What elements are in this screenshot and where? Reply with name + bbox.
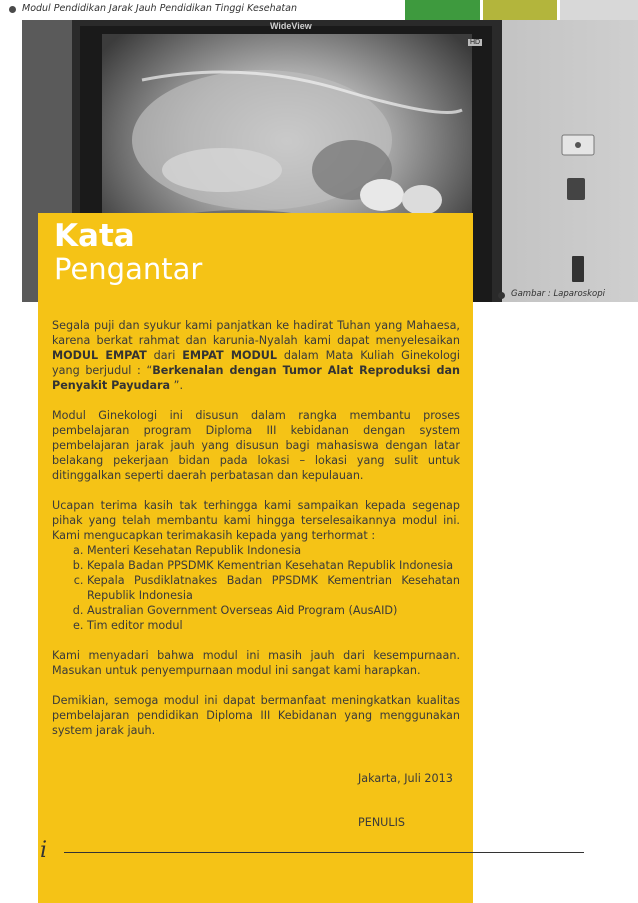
paragraph-1	[52, 318, 460, 393]
list-item: e. Tim editor modul	[87, 618, 460, 633]
page-title-line2: Pengantar	[54, 252, 203, 286]
bold-text: Berkenalan dengan Tumor Alat Reproduksi dan Penyakit Payudara	[52, 364, 460, 392]
paragraph-4: Kami menyadari bahwa modul ini masih jauh dari kesempurnaan. Masukan untuk penyempurnaan modul ini sangat kami harapkan.	[52, 649, 460, 677]
running-header	[0, 0, 638, 20]
signature-place-date: Jakarta, Juli 2013	[358, 772, 453, 785]
paragraph-3: Ucapan terima kasih tak terhingga kami sampaikan kepada segenap pihak yang telah membantu kami hingga terselesaikannya modul ini. Kami mengucapkan terimakasih kepada yang terhormat :	[52, 499, 460, 542]
list-item: c. Kepala Pusdiklatnakes Badan PPSDMK Kementrian Kesehatan Republik Indonesia	[87, 573, 460, 603]
text-span: dalam Mata Kuliah Ginekologi yang berjudul : “	[52, 349, 460, 377]
bold-text: EMPAT MODUL	[182, 349, 277, 362]
monitor-hd-badge: HD	[470, 39, 481, 46]
paragraph-2: Modul Ginekologi ini disusun dalam rangka membantu proses pembelajaran program Diploma III kebidanan dengan system pembelajaran jarak jauh yang disusun bagi mahasiswa dengan latar belakang pekerjaan bidan pada lokasi – lokasi yang sulit untuk ditinggalkan seperti daerah perbatasan dan kepulauan.	[52, 409, 460, 482]
monitor-brand-label: WideView	[270, 21, 312, 31]
header-color-bar-olive	[483, 0, 557, 20]
list-item: a. Menteri Kesehatan Republik Indonesia	[87, 543, 460, 558]
thanks-list	[52, 543, 460, 633]
list-item: d. Australian Government Overseas Aid Program (AusAID)	[87, 603, 460, 618]
text-span: ”.	[170, 379, 184, 392]
text-span: Segala puji dan syukur kami panjatkan ke hadirat Tuhan yang Mahaesa, karena berkat rahmat dan karunia-Nyalah kami dapat menyelesaikan	[52, 319, 460, 347]
bullet-icon	[9, 6, 16, 13]
bullet-icon	[498, 292, 505, 299]
header-color-bar-green	[405, 0, 480, 20]
bold-text: MODUL EMPAT	[52, 349, 147, 362]
foreword-body	[52, 318, 460, 753]
header-title: Modul Pendidikan Jarak Jauh Pendidikan Tinggi Kesehatan	[22, 3, 297, 14]
page-number: i	[40, 838, 48, 863]
header-color-bar-gray	[560, 0, 638, 20]
paragraph-5: Demikian, semoga modul ini dapat bermanfaat meningkatkan kualitas pembelajaran pendidikan Diploma III Kebidanan yang menggunakan system jarak jauh.	[52, 694, 460, 737]
page-title-line1: Kata	[54, 218, 135, 254]
text-span: dari	[146, 349, 183, 362]
photo-caption: Gambar : Laparoskopi	[511, 289, 605, 299]
list-item: b. Kepala Badan PPSDMK Kementrian Kesehatan Republik Indonesia	[87, 558, 460, 573]
footer-divider	[64, 852, 584, 853]
signature-author: PENULIS	[358, 816, 406, 829]
